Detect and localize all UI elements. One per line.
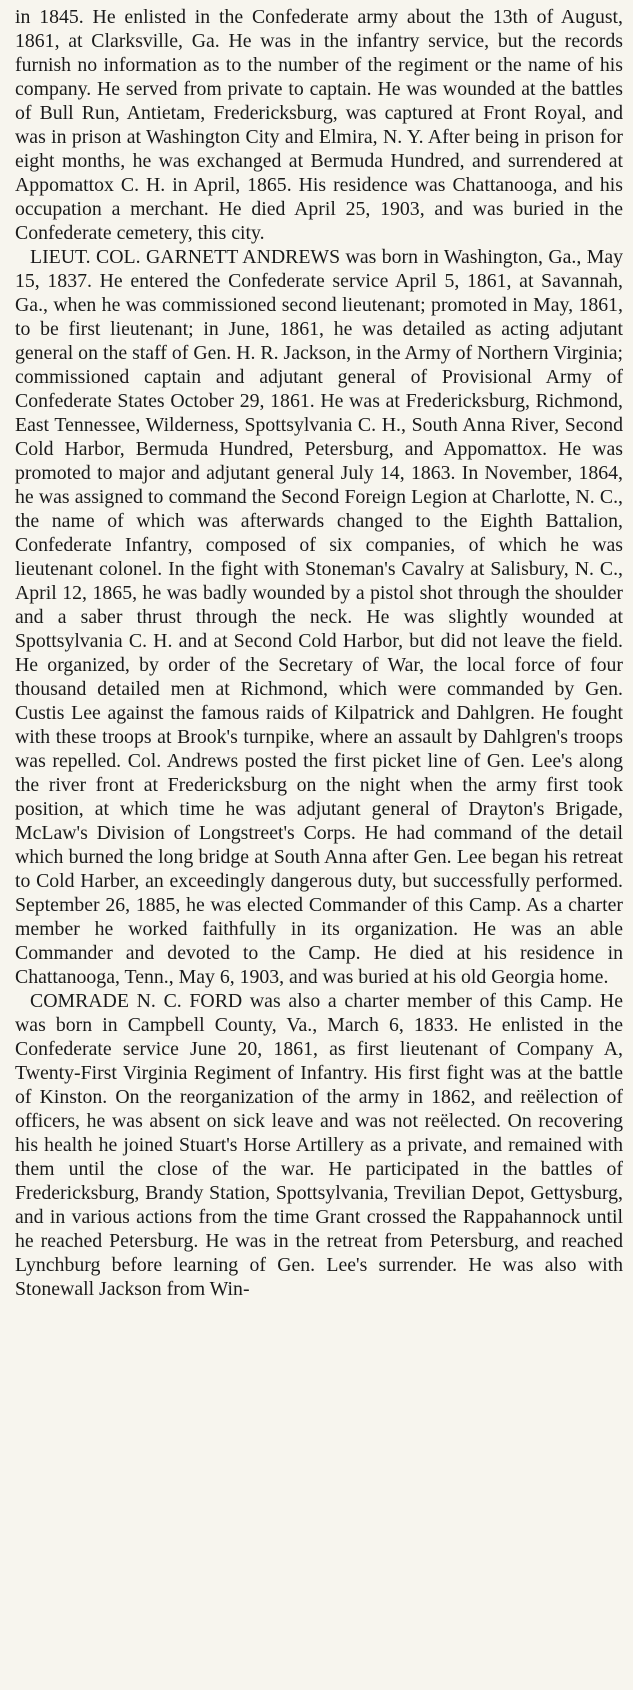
paragraph-n-c-ford: COMRADE N. C. FORD was also a charter member of this Camp. He was born in Campbell County, Va., March 6, 1833. He enlisted in the Confederate service June 20, 1861, as first lieutenant of Company A, Twenty-First Virginia Regiment of Infantry. His first fight was at the battle of Kinston. On the reorganization of the army in 1862, and reëlection of officers, he was absent on sick leave and was not reëlected. On recovering his health he joined Stuart's Horse Artillery as a private, and remained with them until the close of the war. He participated in the battles of Fredericksburg, Brandy Station, Spottsylvania, Trevilian Depot, Gettysburg, and in various actions from the time Grant crossed the Rappahannock until he reached Petersburg. He was in the retreat from Petersburg, and reached Lynchburg before learning of Gen. Lee's surrender. He was also with Stonewall Jackson from Win- (15, 990, 623, 1300)
paragraph-continuation: in 1845. He enlisted in the Confederate army about the 13th of August, 1861, at Clarksville, Ga. He was in the infantry service, but the records furnish no information as to the number of the regiment or the name of his company. He served from private to captain. He was wounded at the battles of Bull Run, Antietam, Fredericksburg, was captured at Front Royal, and was in prison at Washington City and Elmira, N. Y. After being in prison for eight months, he was exchanged at Bermuda Hundred, and surrendered at Appomattox C. H. in April, 1865. His residence was Chattanooga, and his occupation a merchant. He died April 25, 1903, and was buried in the Confederate cemetery, this city. (15, 6, 623, 244)
paragraph-garnett-andrews: LIEUT. COL. GARNETT ANDREWS was born in Washington, Ga., May 15, 1837. He entered the Confederate service April 5, 1861, at Savannah, Ga., when he was commissioned second lieutenant; promoted in May, 1861, to be first lieutenant; in June, 1861, he was detailed as acting adjutant general on the staff of Gen. H. R. Jackson, in the Army of Northern Virginia; commissioned captain and adjutant general of Provisional Army of Confederate States October 29, 1861. He was at Fredericksburg, Richmond, East Tennessee, Wilderness, Spottsylvania C. H., South Anna River, Second Cold Harbor, Bermuda Hundred, Petersburg, and Appomattox. He was promoted to major and adjutant general July 14, 1863. In November, 1864, he was assigned to command the Second Foreign Legion at Charlotte, N. C., the name of which was afterwards changed to the Eighth Battalion, Confederate Infantry, composed of six companies, of which he was lieutenant colonel. In the fight with Stoneman's Cavalry at Salisbury, N. C., April 12, 1865, he was badly wounded by a pistol shot through the shoulder and a saber thrust through the neck. He was slightly wounded at Spottsylvania C. H. and at Second Cold Harbor, but did not leave the field. He organized, by order of the Secretary of War, the local force of four thousand detailed men at Richmond, which were commanded by Gen. Custis Lee against the famous raids of Kilpatrick and Dahlgren. He fought with these troops at Brook's turnpike, where an assault by Dahlgren's troops was repelled. Col. Andrews posted the first picket line of Gen. Lee's along the river front at Fredericksburg on the night when the army first took position, at which time he was adjutant general of Drayton's Brigade, McLaw's Division of Longstreet's Corps. He had command of the detail which burned the long bridge at South Anna after Gen. Lee began his retreat to Cold Harber, an exceedingly dangerous duty, but successfully performed. September 26, 1885, he was elected Commander of this Camp. As a charter member he worked faithfully in its organization. He was an able Commander and devoted to the Camp. He died at his residence in Chattanooga, Tenn., May 6, 1903, and was buried at his old Georgia home. (15, 246, 623, 988)
